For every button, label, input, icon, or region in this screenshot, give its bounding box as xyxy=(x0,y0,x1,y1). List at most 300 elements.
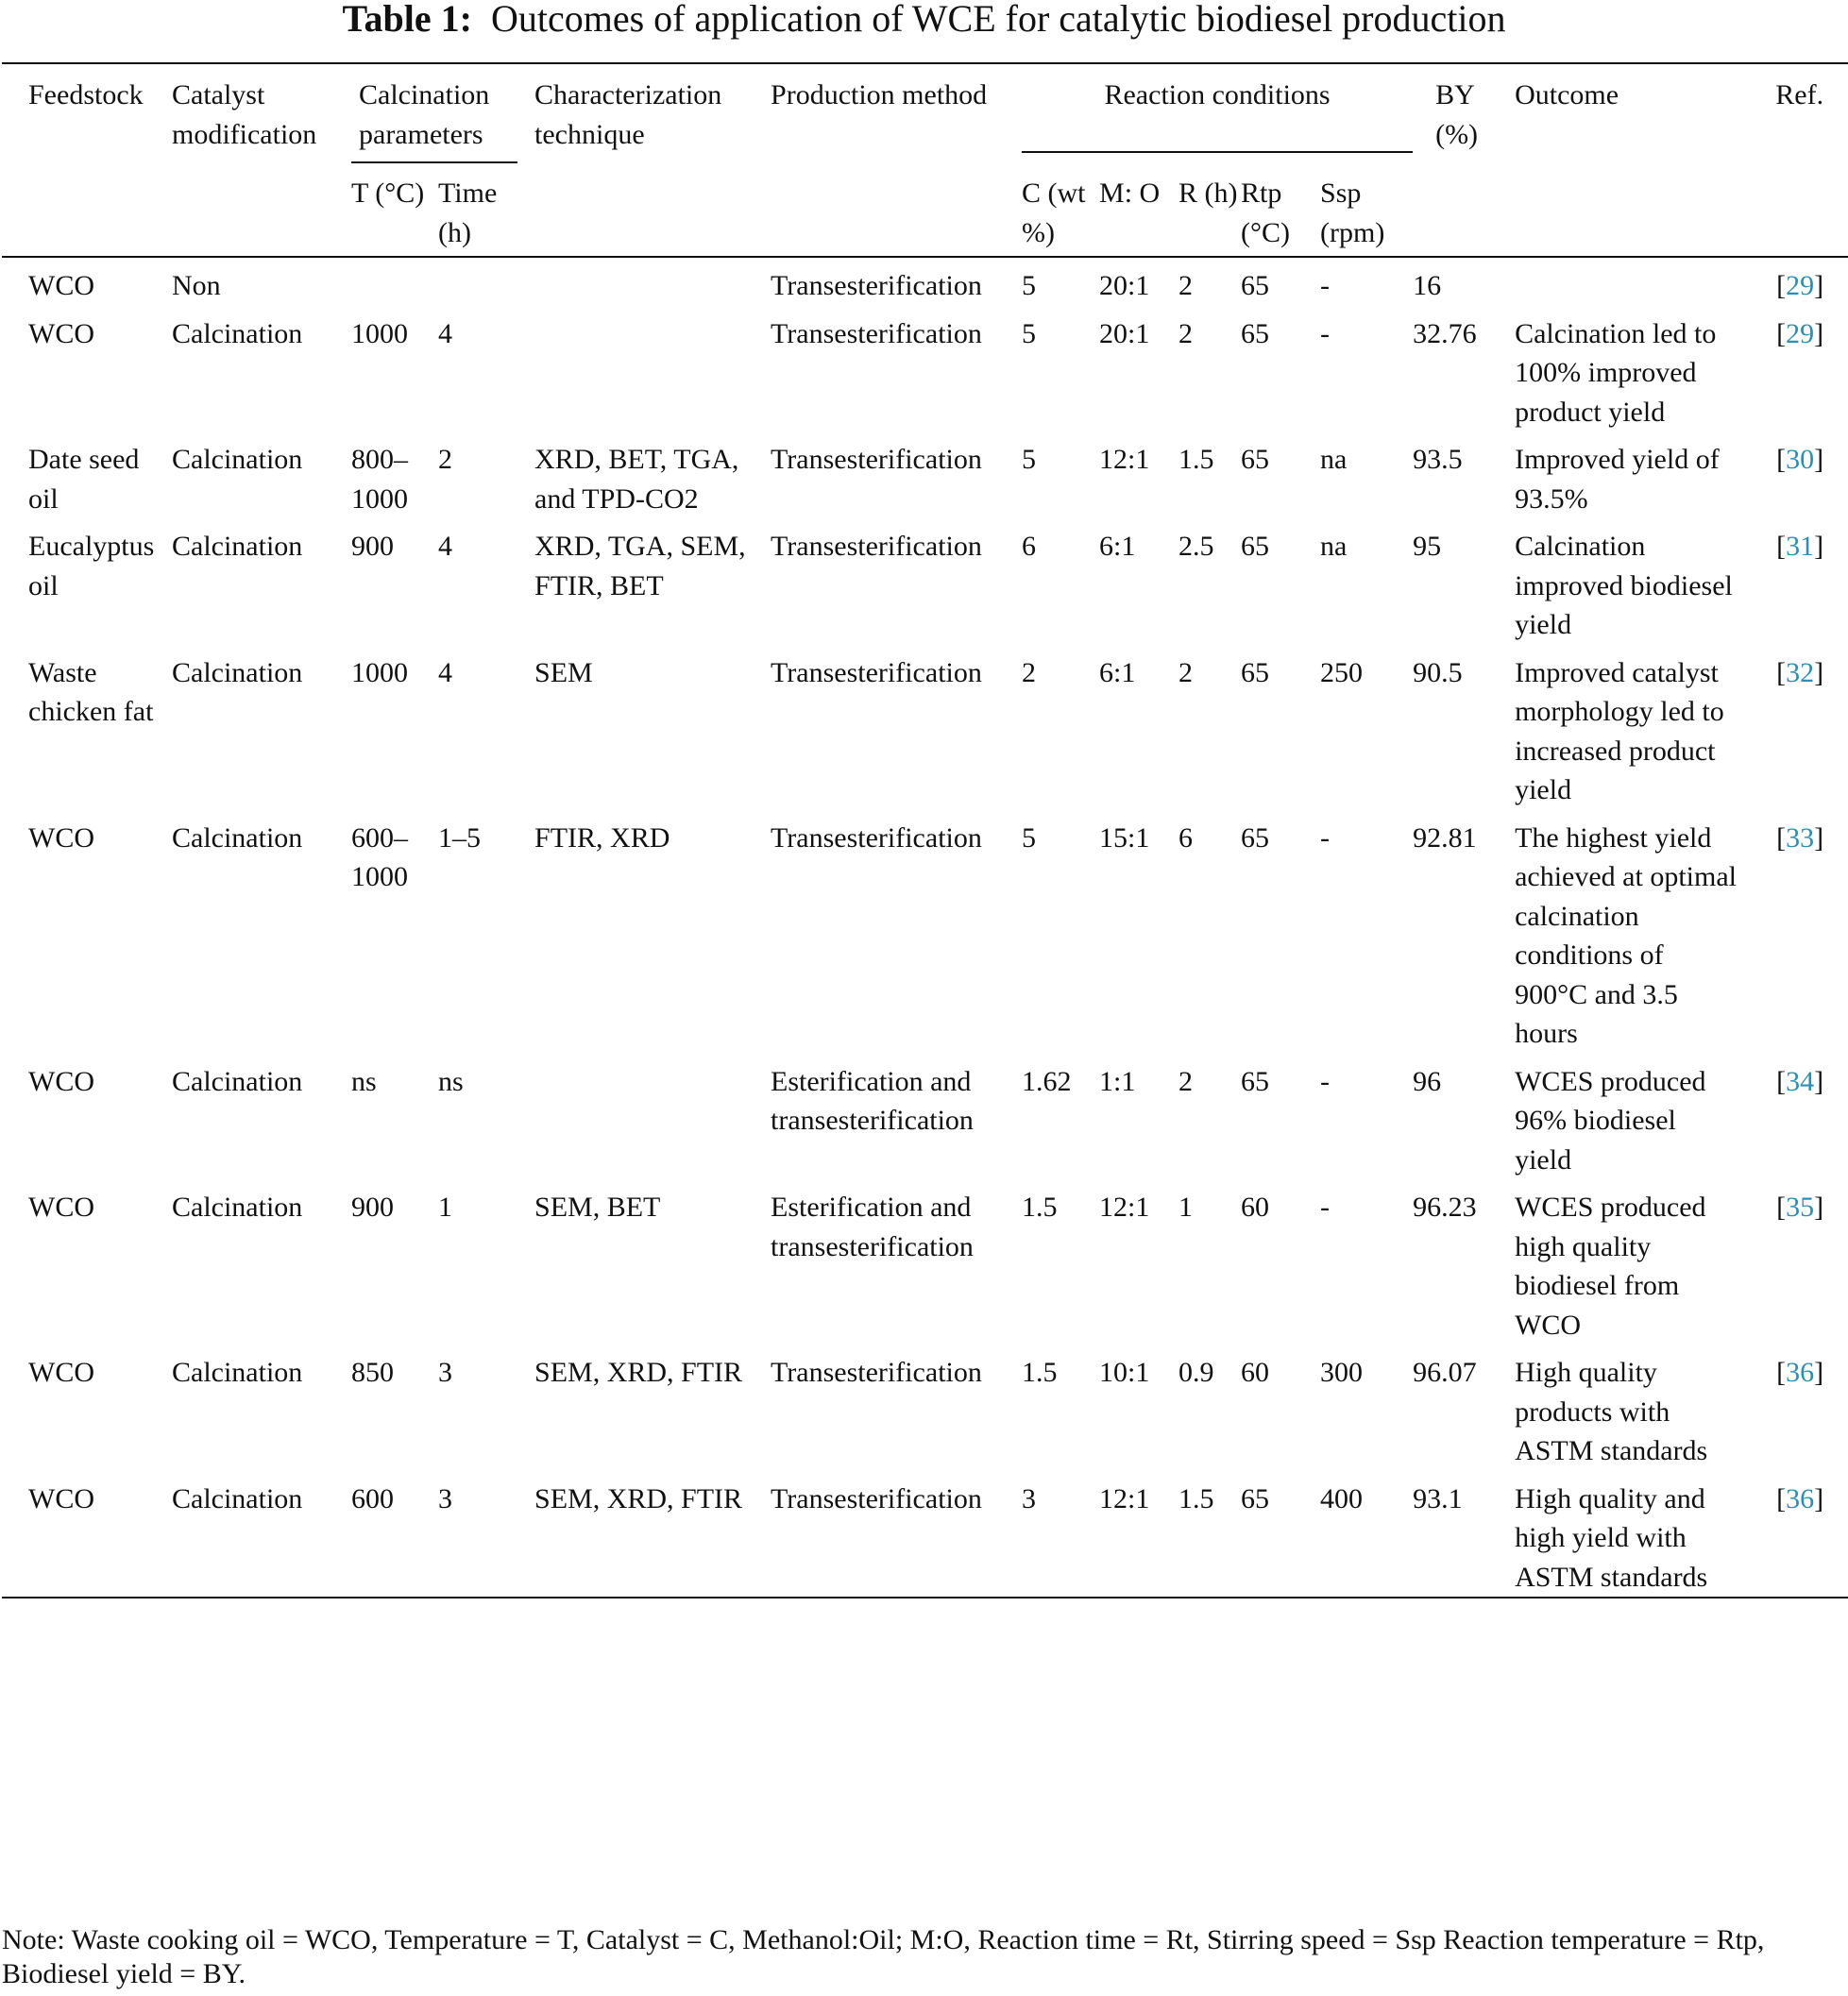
cell-ref: [29] xyxy=(1776,317,1824,349)
cell-rc-c-text: 5 xyxy=(1022,444,1037,475)
cell-feedstock-text: WCO xyxy=(28,1357,94,1388)
cell-outcome-text: High quality and high yield with ASTM standards xyxy=(1515,1482,1708,1593)
cell-production-method-text: Transesterification xyxy=(771,1482,982,1514)
table-row xyxy=(2,1054,1848,1180)
cell-outcome xyxy=(1507,1179,1738,1345)
cell-production-method xyxy=(771,1345,1022,1471)
cell-rc-rtp xyxy=(1241,1179,1320,1345)
cell-catalyst-modification xyxy=(172,1054,351,1180)
reference-link[interactable]: 33 xyxy=(1786,821,1815,854)
cell-rc-ssp xyxy=(1320,810,1413,1054)
header-calc-t-label: T (°C) xyxy=(351,178,425,209)
cell-production-method-text: Transesterification xyxy=(771,531,982,562)
cell-rc-ssp-text: - xyxy=(1320,317,1331,349)
cell-rc-mo xyxy=(1099,1179,1178,1345)
cell-feedstock xyxy=(2,1345,172,1471)
cell-catalyst-modification-text: Calcination xyxy=(172,317,303,349)
cell-calc-time-text: 2 xyxy=(438,444,452,475)
cell-calc-t xyxy=(351,257,438,306)
cell-rc-r-text: 2 xyxy=(1178,656,1194,688)
cell-catalyst-modification xyxy=(172,1179,351,1345)
header-calc-time xyxy=(438,163,534,257)
cell-outcome xyxy=(1507,1345,1738,1471)
cell-rc-mo-text: 15:1 xyxy=(1099,821,1150,854)
cell-production-method-text: Transesterification xyxy=(771,444,982,475)
cell-production-method-text: Transesterification xyxy=(771,821,982,854)
cell-calc-time xyxy=(438,518,534,645)
cell-calc-t xyxy=(351,431,438,518)
cell-production-method-text: Transesterification xyxy=(771,317,982,349)
cell-rc-r xyxy=(1178,1054,1241,1180)
cell-rc-r xyxy=(1178,1179,1241,1345)
cell-calc-time xyxy=(438,431,534,518)
cell-outcome-text: Improved yield of 93.5% xyxy=(1515,444,1720,515)
cell-rc-ssp-text: 250 xyxy=(1320,656,1364,688)
cell-feedstock-text: WCO xyxy=(28,317,94,349)
cell-rc-rtp-text: 65 xyxy=(1241,317,1270,349)
cell-calc-t-text: 900 xyxy=(351,1192,394,1223)
cell-catalyst-modification-text: Calcination xyxy=(172,1065,303,1097)
cell-calc-t-text: 600–1000 xyxy=(351,821,408,892)
cell-production-method xyxy=(771,810,1022,1054)
cell-by-text: 90.5 xyxy=(1413,656,1463,688)
cell-by xyxy=(1413,1054,1507,1180)
cell-production-method xyxy=(771,645,1022,810)
header-calc-time-label: Time (h) xyxy=(438,178,498,248)
cell-rc-rtp xyxy=(1241,1471,1320,1598)
cell-calc-t xyxy=(351,810,438,1054)
cell-outcome xyxy=(1507,1471,1738,1598)
cell-calc-t xyxy=(351,1179,438,1345)
cell-production-method-text: Transesterification xyxy=(771,656,982,688)
cell-rc-ssp-text: na xyxy=(1320,444,1348,475)
cell-catalyst-modification xyxy=(172,257,351,306)
cell-rc-r xyxy=(1178,1345,1241,1471)
cell-feedstock xyxy=(2,645,172,810)
cell-rc-mo xyxy=(1099,1471,1178,1598)
cell-characterization xyxy=(534,257,771,306)
header-rc-rtp: Rtp (°C) xyxy=(1241,178,1291,248)
cell-rc-c-text: 6 xyxy=(1022,531,1037,562)
cell-characterization xyxy=(534,1471,771,1598)
header-outcome-label: Outcome xyxy=(1515,79,1619,110)
cell-rc-ssp xyxy=(1320,518,1413,645)
cell-rc-rtp-text: 65 xyxy=(1241,821,1270,854)
cell-rc-ssp xyxy=(1320,431,1413,518)
cell-characterization xyxy=(534,1054,771,1180)
cell-rc-ssp xyxy=(1320,306,1413,432)
cell-by-text: 93.1 xyxy=(1413,1482,1463,1514)
reference-link[interactable]: 29 xyxy=(1786,270,1815,301)
cell-rc-ssp-text: - xyxy=(1320,821,1331,854)
cell-feedstock-text: Waste chicken fat xyxy=(28,656,154,727)
cell-production-method-text: Transesterification xyxy=(771,1357,982,1388)
table-row xyxy=(2,1471,1848,1598)
cell-rc-c-text: 5 xyxy=(1022,270,1037,301)
cell-outcome-text: WCES produced 96% biodiesel yield xyxy=(1515,1065,1706,1176)
header-rc-c: C (wt %) xyxy=(1022,178,1086,248)
header-by-label: BY (%) xyxy=(1435,79,1479,150)
header-row-1 xyxy=(2,63,1848,163)
cell-rc-r xyxy=(1178,1471,1241,1598)
cell-rc-rtp xyxy=(1241,306,1320,432)
cell-feedstock-text: WCO xyxy=(28,1192,94,1223)
cell-rc-rtp xyxy=(1241,645,1320,810)
cell-rc-ssp xyxy=(1320,1179,1413,1345)
cell-feedstock xyxy=(2,1179,172,1345)
cell-by xyxy=(1413,257,1507,306)
cell-ref: [33] xyxy=(1776,821,1824,854)
table-row xyxy=(2,645,1848,810)
cell-rc-mo xyxy=(1099,1345,1178,1471)
cell-rc-c xyxy=(1022,431,1099,518)
cell-calc-time xyxy=(438,306,534,432)
cell-ref: [34] xyxy=(1776,1065,1824,1097)
cell-feedstock xyxy=(2,431,172,518)
cell-ref: [31] xyxy=(1776,531,1824,562)
header-outcome xyxy=(1507,63,1738,257)
cell-by-text: 32.76 xyxy=(1413,317,1477,349)
cell-catalyst-modification-text: Calcination xyxy=(172,444,303,475)
cell-feedstock-text: WCO xyxy=(28,1065,94,1097)
cell-rc-ssp-text: 400 xyxy=(1320,1482,1364,1514)
cell-rc-c xyxy=(1022,1345,1099,1471)
cell-by xyxy=(1413,306,1507,432)
cell-characterization xyxy=(534,431,771,518)
table-caption-label: Table 1: xyxy=(342,0,472,40)
cell-calc-t-text: 1000 xyxy=(351,317,408,349)
reference-link[interactable]: 36 xyxy=(1786,1482,1815,1514)
cell-rc-r xyxy=(1178,306,1241,432)
cell-by-text: 92.81 xyxy=(1413,821,1477,854)
cell-rc-ssp-text: 300 xyxy=(1320,1357,1364,1388)
cell-production-method xyxy=(771,1471,1022,1598)
cell-production-method-text: Transesterification xyxy=(771,270,982,301)
cell-feedstock xyxy=(2,1054,172,1180)
cell-rc-mo-text: 1:1 xyxy=(1099,1065,1136,1097)
cell-rc-mo xyxy=(1099,518,1178,645)
cell-rc-r xyxy=(1178,518,1241,645)
table-row xyxy=(2,810,1848,1054)
cell-outcome-text: Improved catalyst morphology led to increased product yield xyxy=(1515,656,1724,805)
cell-feedstock-text: Date seed oil xyxy=(28,444,140,515)
header-production-method: Production method xyxy=(771,63,1022,257)
cell-rc-rtp-text: 65 xyxy=(1241,656,1270,688)
reference-link[interactable]: 30 xyxy=(1786,444,1815,475)
cell-catalyst-modification xyxy=(172,1471,351,1598)
cell-characterization-text: SEM, BET xyxy=(534,1192,661,1223)
cell-rc-mo-text: 10:1 xyxy=(1099,1357,1150,1388)
cell-characterization-text: SEM, XRD, FTIR xyxy=(534,1357,743,1388)
cell-rc-r-text: 6 xyxy=(1178,821,1194,854)
cell-calc-t xyxy=(351,645,438,810)
cell-calc-t-text: 1000 xyxy=(351,656,408,688)
cell-calc-time-text: 1–5 xyxy=(438,821,481,854)
cell-catalyst-modification xyxy=(172,810,351,1054)
table-note: Note: Waste cooking oil = WCO, Temperature = T, Catalyst = C, Methanol:Oil; M:O, Reaction time = Rt, Stirring speed = Ssp Reaction temperature = Rtp, Biodiesel yield = BY. xyxy=(2,1924,1765,1989)
cell-calc-t xyxy=(351,518,438,645)
cell-characterization xyxy=(534,1179,771,1345)
cell-production-method xyxy=(771,518,1022,645)
cell-catalyst-modification-text: Calcination xyxy=(172,1192,303,1223)
reference-link[interactable]: 36 xyxy=(1786,1357,1815,1388)
cell-rc-mo xyxy=(1099,431,1178,518)
cell-catalyst-modification-text: Calcination xyxy=(172,531,303,562)
cell-calc-time xyxy=(438,1471,534,1598)
cell-outcome-text: Calcination led to 100% improved product yield xyxy=(1515,317,1717,428)
cell-rc-mo-text: 20:1 xyxy=(1099,270,1150,301)
cell-characterization-text: SEM xyxy=(534,656,593,688)
cell-rc-r-text: 0.9 xyxy=(1178,1357,1214,1388)
cell-production-method xyxy=(771,306,1022,432)
cell-by-text: 96 xyxy=(1413,1065,1442,1097)
cell-outcome xyxy=(1507,306,1738,432)
reference-link[interactable]: 34 xyxy=(1786,1065,1815,1097)
table-row xyxy=(2,306,1848,432)
cell-rc-r xyxy=(1178,645,1241,810)
cell-catalyst-modification-text: Calcination xyxy=(172,1482,303,1514)
cell-rc-c xyxy=(1022,645,1099,810)
cell-calc-time xyxy=(438,1179,534,1345)
cell-rc-c-text: 1.62 xyxy=(1022,1065,1072,1097)
cell-calc-time xyxy=(438,810,534,1054)
cell-calc-time-text: 3 xyxy=(438,1482,452,1514)
cell-rc-r-text: 1.5 xyxy=(1178,444,1214,475)
cell-characterization-text: XRD, TGA, SEM, FTIR, BET xyxy=(534,531,746,601)
cell-rc-mo xyxy=(1099,810,1178,1054)
cell-rc-mo-text: 12:1 xyxy=(1099,444,1150,475)
cell-rc-rtp xyxy=(1241,518,1320,645)
cell-rc-rtp-text: 65 xyxy=(1241,1065,1270,1097)
cell-by xyxy=(1413,518,1507,645)
cell-calc-time-text: 4 xyxy=(438,317,452,349)
cell-calc-t xyxy=(351,1054,438,1180)
cell-characterization xyxy=(534,645,771,810)
cell-rc-mo xyxy=(1099,645,1178,810)
cell-outcome-text: WCES produced high quality biodiesel from WCO xyxy=(1515,1192,1706,1341)
cell-calc-t-text: 850 xyxy=(351,1357,394,1388)
reaction-conditions-label: Reaction conditions xyxy=(1022,76,1413,153)
header-characterization: Characterization technique xyxy=(534,63,771,257)
cell-calc-t-text: 600 xyxy=(351,1482,394,1514)
cell-calc-time-text: ns xyxy=(438,1065,464,1097)
cell-by-text: 96.07 xyxy=(1413,1357,1477,1388)
cell-production-method-text: Esterification and transesterification xyxy=(771,1192,974,1262)
cell-calc-time xyxy=(438,1054,534,1180)
cell-rc-mo-text: 6:1 xyxy=(1099,656,1136,688)
cell-catalyst-modification xyxy=(172,431,351,518)
cell-ref: [30] xyxy=(1776,444,1824,475)
reference-link[interactable]: 29 xyxy=(1786,317,1815,349)
cell-rc-r-text: 1 xyxy=(1178,1192,1194,1223)
cell-rc-mo-text: 12:1 xyxy=(1099,1192,1150,1223)
cell-catalyst-modification-text: Calcination xyxy=(172,656,303,688)
cell-feedstock-text: Eucalyptus oil xyxy=(28,531,155,601)
table-row xyxy=(2,1179,1848,1345)
cell-by-text: 93.5 xyxy=(1413,444,1463,475)
cell-feedstock xyxy=(2,1471,172,1598)
cell-rc-r xyxy=(1178,257,1241,306)
cell-ref: [29] xyxy=(1738,257,1848,306)
cell-catalyst-modification-text: Calcination xyxy=(172,821,303,854)
cell-calc-time-text: 1 xyxy=(438,1192,452,1223)
cell-rc-rtp-text: 60 xyxy=(1241,1357,1270,1388)
cell-rc-ssp-text: na xyxy=(1320,531,1348,562)
cell-catalyst-modification-text: Non xyxy=(172,270,221,301)
cell-rc-mo xyxy=(1099,257,1178,306)
cell-by xyxy=(1413,1471,1507,1598)
cell-outcome xyxy=(1507,257,1738,306)
cell-outcome-text: The highest yield achieved at optimal calcination conditions of 900°C and 3.5 hours xyxy=(1515,821,1737,1049)
cell-outcome xyxy=(1507,645,1738,810)
cell-by xyxy=(1413,1179,1507,1345)
cell-rc-rtp-text: 65 xyxy=(1241,1482,1270,1514)
cell-catalyst-modification xyxy=(172,645,351,810)
cell-calc-time-text: 4 xyxy=(438,656,452,688)
cell-calc-t xyxy=(351,1471,438,1598)
cell-calc-t-text: ns xyxy=(351,1065,377,1097)
cell-rc-rtp xyxy=(1241,257,1320,306)
cell-ref: [35] xyxy=(1776,1192,1824,1223)
reference-link[interactable]: 35 xyxy=(1786,1192,1815,1223)
cell-production-method-text: Esterification and transesterification xyxy=(771,1065,974,1136)
header-ref: Ref. xyxy=(1738,63,1848,257)
cell-by xyxy=(1413,431,1507,518)
cell-characterization-text: SEM, XRD, FTIR xyxy=(534,1482,743,1514)
cell-rc-ssp xyxy=(1320,1345,1413,1471)
cell-calc-time xyxy=(438,1345,534,1471)
cell-calc-time-text: 3 xyxy=(438,1357,452,1388)
header-rc-ssp: Ssp (rpm) xyxy=(1320,178,1385,248)
cell-rc-mo-text: 12:1 xyxy=(1099,1482,1150,1514)
cell-rc-r-text: 2 xyxy=(1178,317,1194,349)
table-row xyxy=(2,1345,1848,1471)
cell-characterization xyxy=(534,810,771,1054)
cell-rc-r-text: 2 xyxy=(1178,270,1194,301)
cell-rc-ssp xyxy=(1320,257,1413,306)
header-rc-mo: M: O xyxy=(1099,178,1161,209)
cell-feedstock xyxy=(2,306,172,432)
cell-rc-c xyxy=(1022,1054,1099,1180)
header-calcination-parameters xyxy=(351,63,534,163)
cell-rc-rtp xyxy=(1241,1054,1320,1180)
header-by xyxy=(1413,63,1507,257)
cell-rc-rtp xyxy=(1241,810,1320,1054)
cell-characterization xyxy=(534,1345,771,1471)
cell-rc-ssp xyxy=(1320,645,1413,810)
cell-rc-ssp xyxy=(1320,1471,1413,1598)
header-catalyst-modification: Catalyst modification xyxy=(172,63,351,257)
cell-rc-ssp-text: - xyxy=(1320,1065,1331,1097)
cell-rc-mo-text: 20:1 xyxy=(1099,317,1150,349)
cell-rc-c xyxy=(1022,810,1099,1054)
cell-characterization xyxy=(534,306,771,432)
cell-ref: [36] xyxy=(1738,1471,1848,1598)
cell-catalyst-modification xyxy=(172,1345,351,1471)
cell-rc-c-text: 3 xyxy=(1022,1482,1037,1514)
cell-outcome xyxy=(1507,431,1738,518)
cell-catalyst-modification xyxy=(172,306,351,432)
cell-feedstock-text: WCO xyxy=(28,1482,94,1514)
cell-characterization-text: FTIR, XRD xyxy=(534,821,670,854)
cell-ref: [36] xyxy=(1776,1357,1824,1388)
cell-production-method xyxy=(771,1054,1022,1180)
cell-production-method xyxy=(771,257,1022,306)
cell-calc-t xyxy=(351,1345,438,1471)
cell-rc-c xyxy=(1022,257,1099,306)
cell-rc-r-text: 1.5 xyxy=(1178,1482,1214,1514)
cell-rc-c-text: 1.5 xyxy=(1022,1192,1058,1223)
cell-outcome xyxy=(1507,518,1738,645)
cell-rc-c-text: 2 xyxy=(1022,656,1037,688)
header-feedstock: Feedstock xyxy=(2,63,172,257)
cell-characterization xyxy=(534,518,771,645)
cell-outcome xyxy=(1507,810,1738,1054)
table-body xyxy=(2,257,1848,1598)
table-row xyxy=(2,518,1848,645)
cell-outcome-text: Calcination improved biodiesel yield xyxy=(1515,531,1733,640)
cell-feedstock-text: WCO xyxy=(28,270,94,301)
cell-by xyxy=(1413,645,1507,810)
cell-by xyxy=(1413,1345,1507,1471)
cell-characterization-text: XRD, BET, TGA, and TPD-CO2 xyxy=(534,444,739,515)
cell-rc-r-text: 2 xyxy=(1178,1065,1194,1097)
cell-rc-mo xyxy=(1099,306,1178,432)
cell-rc-rtp-text: 65 xyxy=(1241,444,1270,475)
cell-by-text: 95 xyxy=(1413,531,1442,562)
cell-rc-c-text: 1.5 xyxy=(1022,1357,1058,1388)
cell-rc-c xyxy=(1022,1179,1099,1345)
header-calc-t xyxy=(351,163,438,257)
cell-rc-rtp xyxy=(1241,431,1320,518)
cell-by-text: 96.23 xyxy=(1413,1192,1477,1223)
cell-rc-c-text: 5 xyxy=(1022,821,1037,854)
outcomes-table xyxy=(2,62,1848,1598)
cell-calc-time xyxy=(438,645,534,810)
cell-rc-mo xyxy=(1099,1054,1178,1180)
cell-feedstock-text: WCO xyxy=(28,821,94,854)
cell-outcome xyxy=(1507,1054,1738,1180)
calcination-parameters-label: Calcination parameters xyxy=(351,76,517,163)
header-rc-r: R (h) xyxy=(1178,178,1238,209)
cell-by xyxy=(1413,810,1507,1054)
cell-rc-rtp-text: 60 xyxy=(1241,1192,1270,1223)
table-row xyxy=(2,257,1848,306)
cell-calc-time xyxy=(438,257,534,306)
cell-catalyst-modification-text: Calcination xyxy=(172,1357,303,1388)
cell-calc-t xyxy=(351,306,438,432)
cell-rc-rtp xyxy=(1241,1345,1320,1471)
cell-rc-rtp-text: 65 xyxy=(1241,270,1270,301)
cell-rc-c xyxy=(1022,306,1099,432)
table-caption-text: Outcomes of application of WCE for catalytic biodiesel production xyxy=(490,0,1506,40)
cell-rc-c xyxy=(1022,518,1099,645)
cell-by-text: 16 xyxy=(1413,270,1442,301)
cell-rc-r-text: 2.5 xyxy=(1178,531,1214,562)
cell-rc-ssp-text: - xyxy=(1320,270,1331,301)
cell-feedstock xyxy=(2,257,172,306)
cell-calc-t-text: 900 xyxy=(351,531,394,562)
reference-link[interactable]: 32 xyxy=(1786,656,1815,688)
cell-rc-ssp xyxy=(1320,1054,1413,1180)
cell-rc-r xyxy=(1178,431,1241,518)
cell-rc-c xyxy=(1022,1471,1099,1598)
reference-link[interactable]: 31 xyxy=(1786,531,1815,562)
cell-calc-t-text: 800–1000 xyxy=(351,444,408,515)
cell-rc-r xyxy=(1178,810,1241,1054)
cell-feedstock xyxy=(2,810,172,1054)
cell-rc-mo-text: 6:1 xyxy=(1099,531,1136,562)
